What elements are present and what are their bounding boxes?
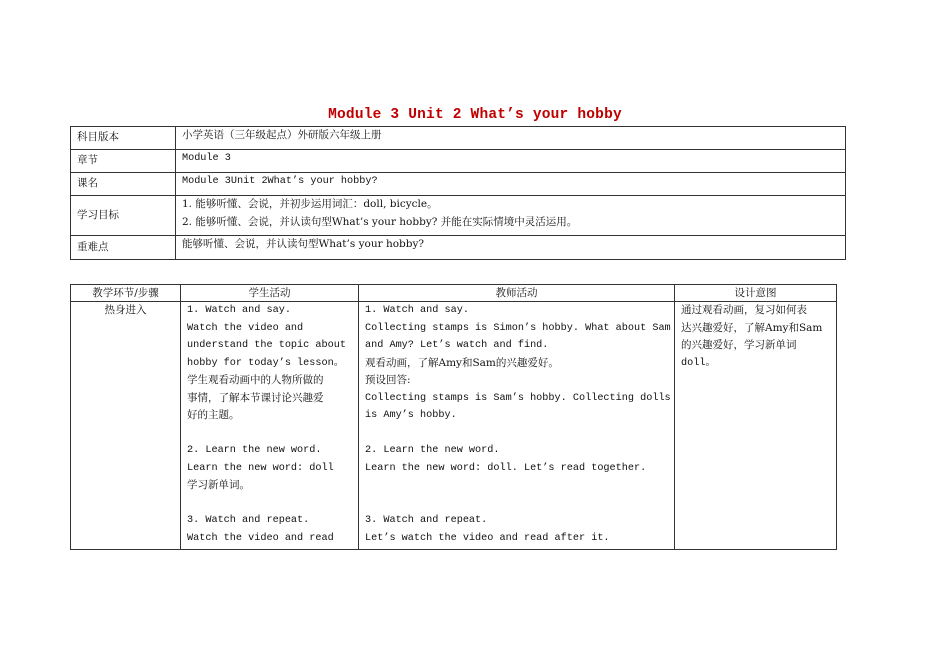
- student-line: 学习新单词。: [187, 479, 250, 491]
- header-design-intent: 设计意图: [675, 285, 837, 302]
- lesson-activity-table: [70, 284, 837, 550]
- student-line: 好的主题。: [187, 409, 240, 421]
- info-value: [175, 173, 845, 196]
- teacher-line: Collecting stamps is Sam’s hobby. Collecting dolls: [365, 392, 671, 404]
- stage-cell: [71, 302, 181, 550]
- header-student-activity: 学生活动: [181, 285, 359, 302]
- course-info-table: [70, 126, 846, 260]
- info-label: 重难点: [71, 236, 176, 260]
- objective-line: 2. 能够听懂、会说，并认读句型What’s your hobby? 并能在实际情境中灵活运用。: [181, 215, 578, 228]
- info-value-line: Module 3: [181, 153, 231, 164]
- teacher-line: Let’s watch the video and read after it.: [365, 532, 610, 544]
- student-line: 事情，了解本节课讨论兴趣爱: [187, 391, 324, 404]
- teacher-line: Collecting stamps is Simon’s hobby. What about Sam: [365, 322, 671, 334]
- info-row-key-points: [71, 236, 846, 260]
- info-value: [175, 196, 845, 236]
- teacher-line: 3. Watch and repeat.: [365, 515, 488, 526]
- intent-line: 达兴趣爱好，了解Amy和Sam: [681, 321, 823, 334]
- intent-line: doll。: [681, 357, 716, 369]
- info-value: [175, 150, 845, 173]
- student-line: Watch the video and read: [187, 532, 334, 544]
- header-stage: 教学环节/步骤: [71, 285, 181, 302]
- student-activity-cell: [181, 302, 359, 550]
- table-row: [71, 302, 837, 550]
- info-row-lesson-name: [71, 173, 846, 196]
- teacher-line: is Amy’s hobby.: [365, 410, 457, 421]
- student-line: 1. Watch and say.: [187, 305, 291, 316]
- design-intent-cell: [675, 302, 837, 550]
- info-row-objectives: [71, 196, 846, 236]
- info-label: 学习目标: [71, 196, 176, 236]
- info-label: 科目版本: [71, 127, 176, 150]
- page-title: Module 3 Unit 2 What’s your hobby: [328, 107, 622, 123]
- header-teacher-activity: 教师活动: [359, 285, 675, 302]
- info-row-subject: [71, 127, 846, 150]
- teacher-activity-cell: [359, 302, 675, 550]
- info-value: [175, 236, 845, 260]
- teacher-line: Learn the new word: doll. Let’s read together.: [365, 462, 647, 474]
- student-line: 学生观看动画中的人物所做的: [187, 374, 324, 386]
- teacher-line: 预设回答:: [365, 374, 411, 386]
- info-value-line: Module 3Unit 2What’s your hobby?: [181, 176, 378, 187]
- info-row-chapter: [71, 150, 846, 173]
- info-value: [175, 127, 845, 150]
- student-line: 2. Learn the new word.: [187, 445, 322, 456]
- info-label: 课名: [71, 173, 176, 196]
- teacher-line: 观看动画，了解Amy和Sam的兴趣爱好。: [365, 356, 559, 369]
- objective-line: 1. 能够听懂、会说，并初步运用词汇：doll, bicycle。: [181, 198, 438, 210]
- intent-line: 通过观看动画，复习如何表: [681, 304, 807, 316]
- student-line: 3. Watch and repeat.: [187, 515, 310, 526]
- info-label: 章节: [71, 150, 176, 173]
- student-line: Learn the new word: doll: [187, 462, 334, 474]
- teacher-line: and Amy? Let’s watch and find.: [365, 340, 549, 351]
- student-line: hobby for today’s lesson。: [187, 357, 344, 369]
- teacher-line: 2. Learn the new word.: [365, 445, 500, 456]
- student-line: Watch the video and: [187, 322, 304, 334]
- student-line: understand the topic about: [187, 340, 346, 351]
- table-header-row: [71, 285, 837, 302]
- intent-line: 的兴趣爱好，学习新单词: [681, 339, 797, 351]
- teacher-line: 1. Watch and say.: [365, 305, 469, 316]
- stage-label: 热身进入: [104, 304, 147, 316]
- info-value-line: 小学英语（三年级起点）外研版六年级上册: [181, 129, 382, 141]
- info-value-line: 能够听懂、会说，并认读句型What’s your hobby?: [181, 238, 425, 250]
